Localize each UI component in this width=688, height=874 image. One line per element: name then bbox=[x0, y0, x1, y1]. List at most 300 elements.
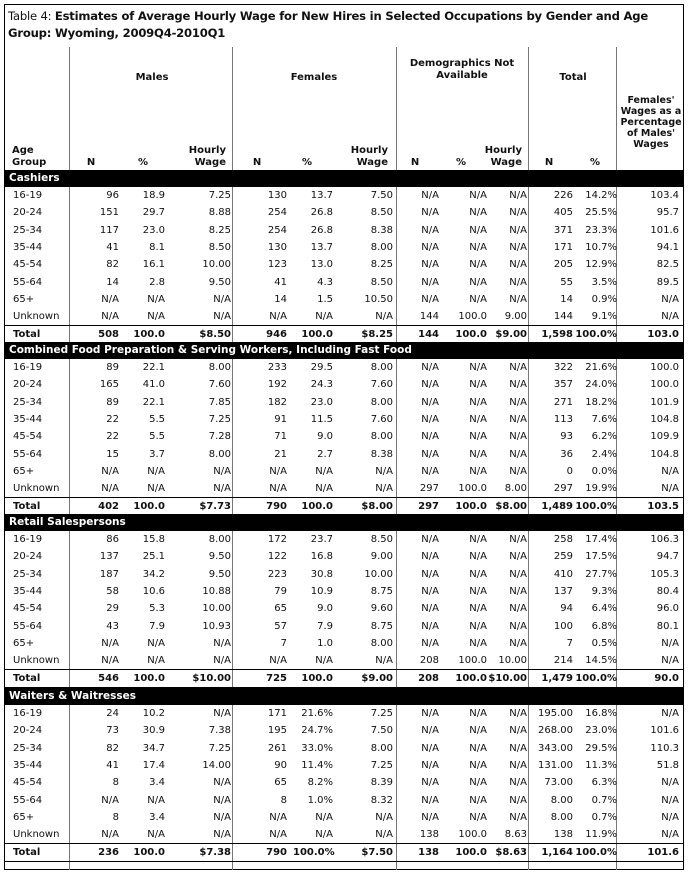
value-cell: 11.9% bbox=[585, 829, 617, 841]
value-cell: N/A bbox=[469, 207, 487, 219]
value-cell: 24 bbox=[106, 708, 119, 719]
value-cell: 8.00 bbox=[370, 362, 393, 373]
value-cell: N/A bbox=[421, 241, 439, 253]
header-ratio: Females' Wages as a Percentage of Males' Wages bbox=[620, 95, 682, 150]
table-row bbox=[5, 566, 683, 583]
age-group-cell: Unknown bbox=[13, 483, 60, 495]
value-cell: N/A bbox=[213, 794, 231, 806]
value-cell: N/A bbox=[469, 413, 487, 425]
value-cell: N/A bbox=[469, 794, 487, 806]
value-cell: N/A bbox=[213, 811, 231, 823]
section-header: Retail Salespersons bbox=[5, 514, 683, 531]
value-cell: 101.6 bbox=[647, 847, 679, 859]
table-row bbox=[5, 480, 683, 497]
value-cell: 144 bbox=[418, 329, 439, 341]
value-cell: N/A bbox=[661, 311, 679, 323]
value-cell: 0.7% bbox=[591, 794, 617, 806]
value-cell: 58 bbox=[106, 585, 119, 597]
value-cell: N/A bbox=[509, 259, 527, 271]
value-cell: 144 bbox=[419, 311, 439, 323]
value-cell: 205 bbox=[553, 259, 573, 271]
value-cell: 89 bbox=[106, 362, 119, 373]
value-cell: 10.7% bbox=[585, 241, 617, 253]
age-group-cell: 65+ bbox=[13, 293, 35, 305]
value-cell: 82 bbox=[106, 259, 119, 271]
value-cell: 144 bbox=[553, 311, 573, 323]
value-cell: N/A bbox=[469, 293, 487, 305]
value-cell: N/A bbox=[469, 777, 487, 789]
table-row bbox=[5, 274, 683, 291]
value-cell: 138 bbox=[418, 847, 439, 859]
value-cell: N/A bbox=[375, 311, 393, 323]
value-cell: 0.5% bbox=[591, 637, 617, 649]
age-group-cell: 55-64 bbox=[13, 276, 43, 288]
table-title-text: Estimates of Average Hourly Wage for New Hires in Selected Occupations by Gender and Age Group: Wyoming, 2009Q4-2010Q1 bbox=[8, 9, 649, 40]
age-group-cell: Unknown bbox=[13, 829, 60, 841]
value-cell: 89.5 bbox=[656, 276, 679, 288]
value-cell: 103.4 bbox=[650, 190, 679, 201]
value-cell: 26.8 bbox=[310, 207, 333, 219]
value-cell: N/A bbox=[421, 465, 439, 477]
value-cell: N/A bbox=[509, 276, 527, 288]
age-group-cell: Unknown bbox=[13, 311, 60, 323]
value-cell: N/A bbox=[509, 777, 527, 789]
value-cell: 101.6 bbox=[650, 224, 679, 236]
table-row bbox=[5, 774, 683, 791]
value-cell: 100.0 bbox=[458, 311, 487, 323]
value-cell: 790 bbox=[266, 847, 287, 859]
age-group-cell: 45-54 bbox=[13, 259, 43, 271]
value-cell: 95.7 bbox=[656, 207, 679, 219]
value-cell: 182 bbox=[267, 396, 287, 408]
value-cell: 100.0 bbox=[133, 501, 165, 513]
value-cell: N/A bbox=[269, 465, 287, 477]
age-group-cell: Total bbox=[13, 329, 41, 341]
age-group-cell: 25-34 bbox=[13, 568, 43, 580]
value-cell: N/A bbox=[213, 777, 231, 789]
value-cell: 86 bbox=[106, 534, 119, 545]
value-cell: 343.00 bbox=[538, 742, 573, 754]
table-row bbox=[5, 618, 683, 635]
value-cell: N/A bbox=[509, 241, 527, 253]
value-cell: 10.00 bbox=[202, 259, 231, 271]
value-cell: N/A bbox=[213, 465, 231, 477]
value-cell: 8.00 bbox=[208, 448, 231, 460]
value-cell: 100.0 bbox=[458, 483, 487, 495]
value-cell: 223 bbox=[267, 568, 287, 580]
value-cell: N/A bbox=[509, 794, 527, 806]
value-cell: 82 bbox=[106, 742, 119, 754]
total-row bbox=[5, 843, 683, 862]
value-cell: 21.6% bbox=[301, 708, 333, 719]
value-cell: $8.50 bbox=[199, 329, 231, 341]
value-cell: 19.9% bbox=[585, 483, 617, 495]
value-cell: 94.1 bbox=[656, 241, 679, 253]
value-cell: N/A bbox=[421, 190, 439, 201]
value-cell: 100.0 bbox=[133, 329, 165, 341]
value-cell: 27.7% bbox=[585, 568, 617, 580]
value-cell: 5.3 bbox=[149, 603, 165, 615]
age-group-cell: 65+ bbox=[13, 637, 35, 649]
value-cell: N/A bbox=[101, 465, 119, 477]
value-cell: N/A bbox=[421, 603, 439, 615]
table-row bbox=[5, 531, 683, 548]
table-row bbox=[5, 809, 683, 826]
value-cell: 8.50 bbox=[370, 276, 393, 288]
age-group-cell: 35-44 bbox=[13, 585, 43, 597]
table-row bbox=[5, 394, 683, 411]
table-row bbox=[5, 826, 683, 843]
value-cell: 226 bbox=[553, 190, 573, 201]
value-cell: 258 bbox=[553, 534, 573, 545]
value-cell: N/A bbox=[509, 207, 527, 219]
age-group-cell: Total bbox=[13, 847, 41, 859]
value-cell: N/A bbox=[469, 551, 487, 563]
value-cell: 8.38 bbox=[370, 224, 393, 236]
value-cell: 14.00 bbox=[202, 759, 231, 771]
age-group-cell: 20-24 bbox=[13, 379, 43, 391]
value-cell: 130 bbox=[267, 241, 287, 253]
value-cell: 73 bbox=[106, 725, 119, 737]
value-cell: $10.00 bbox=[488, 673, 527, 685]
value-cell: 138 bbox=[553, 829, 573, 841]
value-cell: N/A bbox=[421, 413, 439, 425]
value-cell: 6.8% bbox=[591, 620, 617, 632]
value-cell: N/A bbox=[375, 655, 393, 667]
value-cell: 30.8 bbox=[310, 568, 333, 580]
value-cell: N/A bbox=[421, 585, 439, 597]
value-cell: 8.50 bbox=[370, 207, 393, 219]
value-cell: 100.0% bbox=[575, 501, 617, 513]
value-cell: N/A bbox=[509, 759, 527, 771]
value-cell: 100.0 bbox=[650, 379, 679, 391]
value-cell: 357 bbox=[553, 379, 573, 391]
value-cell: 10.6 bbox=[142, 585, 165, 597]
value-cell: 41 bbox=[106, 759, 119, 771]
value-cell: N/A bbox=[509, 379, 527, 391]
value-cell: 3.4 bbox=[149, 777, 165, 789]
value-cell: 100.0% bbox=[293, 847, 335, 859]
value-cell: 8.25 bbox=[208, 224, 231, 236]
header-males: Males bbox=[135, 72, 169, 83]
value-cell: 89 bbox=[106, 396, 119, 408]
value-cell: N/A bbox=[421, 637, 439, 649]
value-cell: N/A bbox=[375, 483, 393, 495]
header-females: Females bbox=[290, 72, 338, 83]
value-cell: 65 bbox=[274, 603, 287, 615]
value-cell: N/A bbox=[315, 811, 333, 823]
value-cell: 1.0 bbox=[317, 637, 333, 649]
value-cell: 4.3 bbox=[317, 276, 333, 288]
table-row bbox=[5, 291, 683, 308]
value-cell: 9.0 bbox=[317, 431, 333, 443]
header-females-pct: % bbox=[301, 157, 313, 168]
value-cell: 100.0% bbox=[575, 847, 617, 859]
value-cell: 7.25 bbox=[208, 413, 231, 425]
value-cell: N/A bbox=[421, 811, 439, 823]
section-header: Cashiers bbox=[5, 170, 683, 187]
value-cell: 8.25 bbox=[370, 259, 393, 271]
table-row bbox=[5, 792, 683, 809]
value-cell: 100.0 bbox=[458, 829, 487, 841]
value-cell: 30.9 bbox=[142, 725, 165, 737]
value-cell: N/A bbox=[469, 708, 487, 719]
value-cell: 7.50 bbox=[370, 725, 393, 737]
value-cell: 8.00 bbox=[504, 483, 527, 495]
value-cell: N/A bbox=[147, 311, 165, 323]
age-group-cell: 16-19 bbox=[13, 190, 43, 201]
value-cell: N/A bbox=[469, 811, 487, 823]
value-cell: 110.3 bbox=[650, 742, 679, 754]
table-row bbox=[5, 705, 683, 722]
value-cell: N/A bbox=[315, 465, 333, 477]
value-cell: 8.00 bbox=[208, 534, 231, 545]
table-row bbox=[5, 359, 683, 376]
value-cell: N/A bbox=[147, 465, 165, 477]
value-cell: 8 bbox=[280, 794, 287, 806]
value-cell: N/A bbox=[421, 708, 439, 719]
value-cell: N/A bbox=[101, 293, 119, 305]
value-cell: 14 bbox=[560, 293, 573, 305]
value-cell: N/A bbox=[509, 568, 527, 580]
value-cell: 6.2% bbox=[591, 431, 617, 443]
age-group-cell: 65+ bbox=[13, 465, 35, 477]
value-cell: 57 bbox=[274, 620, 287, 632]
value-cell: 9.00 bbox=[370, 551, 393, 563]
value-cell: $8.00 bbox=[495, 501, 527, 513]
value-cell: 137 bbox=[99, 551, 119, 563]
value-cell: N/A bbox=[421, 431, 439, 443]
value-cell: N/A bbox=[213, 483, 231, 495]
value-cell: 9.50 bbox=[208, 276, 231, 288]
value-cell: N/A bbox=[469, 465, 487, 477]
value-cell: 82.5 bbox=[656, 259, 679, 271]
value-cell: $10.00 bbox=[192, 673, 231, 685]
value-cell: 7.85 bbox=[208, 396, 231, 408]
value-cell: $8.25 bbox=[361, 329, 393, 341]
value-cell: N/A bbox=[469, 259, 487, 271]
value-cell: N/A bbox=[509, 637, 527, 649]
value-cell: 151 bbox=[99, 207, 119, 219]
value-cell: N/A bbox=[421, 534, 439, 545]
value-cell: 24.3 bbox=[310, 379, 333, 391]
table-row bbox=[5, 428, 683, 445]
table-row bbox=[5, 652, 683, 669]
value-cell: N/A bbox=[509, 431, 527, 443]
value-cell: 33.0% bbox=[301, 742, 333, 754]
value-cell: 100.0 bbox=[301, 673, 333, 685]
value-cell: 2.4% bbox=[591, 448, 617, 460]
value-cell: 100.0% bbox=[575, 329, 617, 341]
value-cell: 5.5 bbox=[149, 431, 165, 443]
value-cell: N/A bbox=[469, 759, 487, 771]
value-cell: $8.00 bbox=[361, 501, 393, 513]
value-cell: 16.1 bbox=[142, 259, 165, 271]
value-cell: 172 bbox=[267, 534, 287, 545]
value-cell: 8.00 bbox=[370, 431, 393, 443]
value-cell: N/A bbox=[469, 224, 487, 236]
value-cell: 29 bbox=[106, 603, 119, 615]
value-cell: 10.9 bbox=[310, 585, 333, 597]
value-cell: 79 bbox=[274, 585, 287, 597]
table-row bbox=[5, 204, 683, 221]
header-total-n: N bbox=[544, 157, 554, 168]
value-cell: 15 bbox=[106, 448, 119, 460]
value-cell: N/A bbox=[421, 293, 439, 305]
value-cell: N/A bbox=[421, 396, 439, 408]
value-cell: 23.0 bbox=[310, 396, 333, 408]
value-cell: N/A bbox=[509, 620, 527, 632]
value-cell: N/A bbox=[509, 811, 527, 823]
value-cell: N/A bbox=[509, 534, 527, 545]
value-cell: 13.0 bbox=[310, 259, 333, 271]
value-cell: 51.8 bbox=[656, 759, 679, 771]
age-group-cell: 45-54 bbox=[13, 777, 43, 789]
value-cell: 6.3% bbox=[591, 777, 617, 789]
value-cell: 91 bbox=[274, 413, 287, 425]
value-cell: 8.00 bbox=[550, 794, 573, 806]
value-cell: N/A bbox=[661, 465, 679, 477]
value-cell: 93 bbox=[560, 431, 573, 443]
value-cell: N/A bbox=[509, 585, 527, 597]
value-cell: 7 bbox=[566, 637, 573, 649]
value-cell: 16.8 bbox=[310, 551, 333, 563]
value-cell: 80.1 bbox=[656, 620, 679, 632]
value-cell: N/A bbox=[213, 829, 231, 841]
value-cell: 1,489 bbox=[541, 501, 573, 513]
value-cell: 268.00 bbox=[538, 725, 573, 737]
header-females-wage: Hourly Wage bbox=[350, 145, 388, 168]
value-cell: 208 bbox=[419, 655, 439, 667]
value-cell: N/A bbox=[375, 811, 393, 823]
value-cell: N/A bbox=[421, 725, 439, 737]
value-cell: 16.8% bbox=[585, 708, 617, 719]
table-row bbox=[5, 222, 683, 239]
value-cell: 8.2% bbox=[307, 777, 333, 789]
value-cell: 254 bbox=[267, 224, 287, 236]
value-cell: N/A bbox=[509, 293, 527, 305]
value-cell: 22.1 bbox=[142, 396, 165, 408]
value-cell: N/A bbox=[661, 829, 679, 841]
value-cell: 17.5% bbox=[585, 551, 617, 563]
value-cell: 8.00 bbox=[370, 241, 393, 253]
value-cell: 7.28 bbox=[208, 431, 231, 443]
value-cell: 195 bbox=[267, 725, 287, 737]
value-cell: 100.0 bbox=[455, 673, 487, 685]
header-total: Total bbox=[559, 72, 587, 83]
value-cell: N/A bbox=[101, 655, 119, 667]
value-cell: 7.25 bbox=[370, 759, 393, 771]
value-cell: 18.2% bbox=[585, 396, 617, 408]
value-cell: 9.3% bbox=[591, 585, 617, 597]
value-cell: 104.8 bbox=[650, 413, 679, 425]
value-cell: 322 bbox=[553, 362, 573, 373]
value-cell: 123 bbox=[267, 259, 287, 271]
age-group-cell: 45-54 bbox=[13, 431, 43, 443]
value-cell: 104.8 bbox=[650, 448, 679, 460]
value-cell: 10.93 bbox=[202, 620, 231, 632]
value-cell: 192 bbox=[267, 379, 287, 391]
value-cell: 297 bbox=[419, 483, 439, 495]
age-group-cell: 55-64 bbox=[13, 620, 43, 632]
value-cell: 41 bbox=[274, 276, 287, 288]
value-cell: 101.6 bbox=[650, 725, 679, 737]
value-cell: N/A bbox=[147, 829, 165, 841]
value-cell: N/A bbox=[213, 708, 231, 719]
value-cell: 546 bbox=[98, 673, 119, 685]
age-group-cell: 35-44 bbox=[13, 241, 43, 253]
table-row bbox=[5, 722, 683, 739]
value-cell: $7.38 bbox=[199, 847, 231, 859]
value-cell: 261 bbox=[267, 742, 287, 754]
value-cell: 71 bbox=[274, 431, 287, 443]
age-group-cell: 16-19 bbox=[13, 534, 43, 545]
table-row bbox=[5, 446, 683, 463]
value-cell: 8.00 bbox=[208, 362, 231, 373]
value-cell: 8.50 bbox=[370, 534, 393, 545]
age-group-cell: 65+ bbox=[13, 811, 35, 823]
value-cell: 7.60 bbox=[370, 379, 393, 391]
header-age-group: Age Group bbox=[12, 145, 47, 168]
value-cell: N/A bbox=[269, 655, 287, 667]
value-cell: N/A bbox=[509, 551, 527, 563]
value-cell: 26.8 bbox=[310, 224, 333, 236]
age-group-cell: Total bbox=[13, 673, 41, 685]
value-cell: N/A bbox=[469, 637, 487, 649]
value-cell: 13.7 bbox=[310, 190, 333, 201]
value-cell: 17.4% bbox=[585, 534, 617, 545]
value-cell: N/A bbox=[269, 311, 287, 323]
table-row bbox=[5, 376, 683, 393]
value-cell: 187 bbox=[99, 568, 119, 580]
value-cell: 21 bbox=[274, 448, 287, 460]
value-cell: N/A bbox=[469, 431, 487, 443]
value-cell: N/A bbox=[469, 620, 487, 632]
value-cell: N/A bbox=[101, 794, 119, 806]
value-cell: 8.32 bbox=[370, 794, 393, 806]
value-cell: N/A bbox=[101, 483, 119, 495]
value-cell: $9.00 bbox=[361, 673, 393, 685]
value-cell: N/A bbox=[509, 465, 527, 477]
value-cell: 96 bbox=[106, 190, 119, 201]
table-row bbox=[5, 740, 683, 757]
value-cell: 3.5% bbox=[591, 276, 617, 288]
value-cell: 5.5 bbox=[149, 413, 165, 425]
value-cell: N/A bbox=[469, 448, 487, 460]
value-cell: 22 bbox=[106, 413, 119, 425]
value-cell: 11.4% bbox=[301, 759, 333, 771]
header-males-n: N bbox=[86, 157, 96, 168]
age-group-cell: 55-64 bbox=[13, 794, 43, 806]
value-cell: N/A bbox=[147, 483, 165, 495]
value-cell: N/A bbox=[421, 224, 439, 236]
value-cell: 34.2 bbox=[142, 568, 165, 580]
value-cell: 23.3% bbox=[585, 224, 617, 236]
value-cell: 14 bbox=[106, 276, 119, 288]
value-cell: 130 bbox=[267, 190, 287, 201]
value-cell: 14.5% bbox=[585, 655, 617, 667]
value-cell: 25.1 bbox=[142, 551, 165, 563]
value-cell: 7 bbox=[280, 637, 287, 649]
total-row bbox=[5, 669, 683, 688]
value-cell: N/A bbox=[213, 311, 231, 323]
value-cell: N/A bbox=[509, 603, 527, 615]
value-cell: 41.0 bbox=[142, 379, 165, 391]
value-cell: 41 bbox=[106, 241, 119, 253]
value-cell: 10.00 bbox=[364, 568, 393, 580]
value-cell: N/A bbox=[509, 224, 527, 236]
value-cell: 100.0 bbox=[133, 847, 165, 859]
